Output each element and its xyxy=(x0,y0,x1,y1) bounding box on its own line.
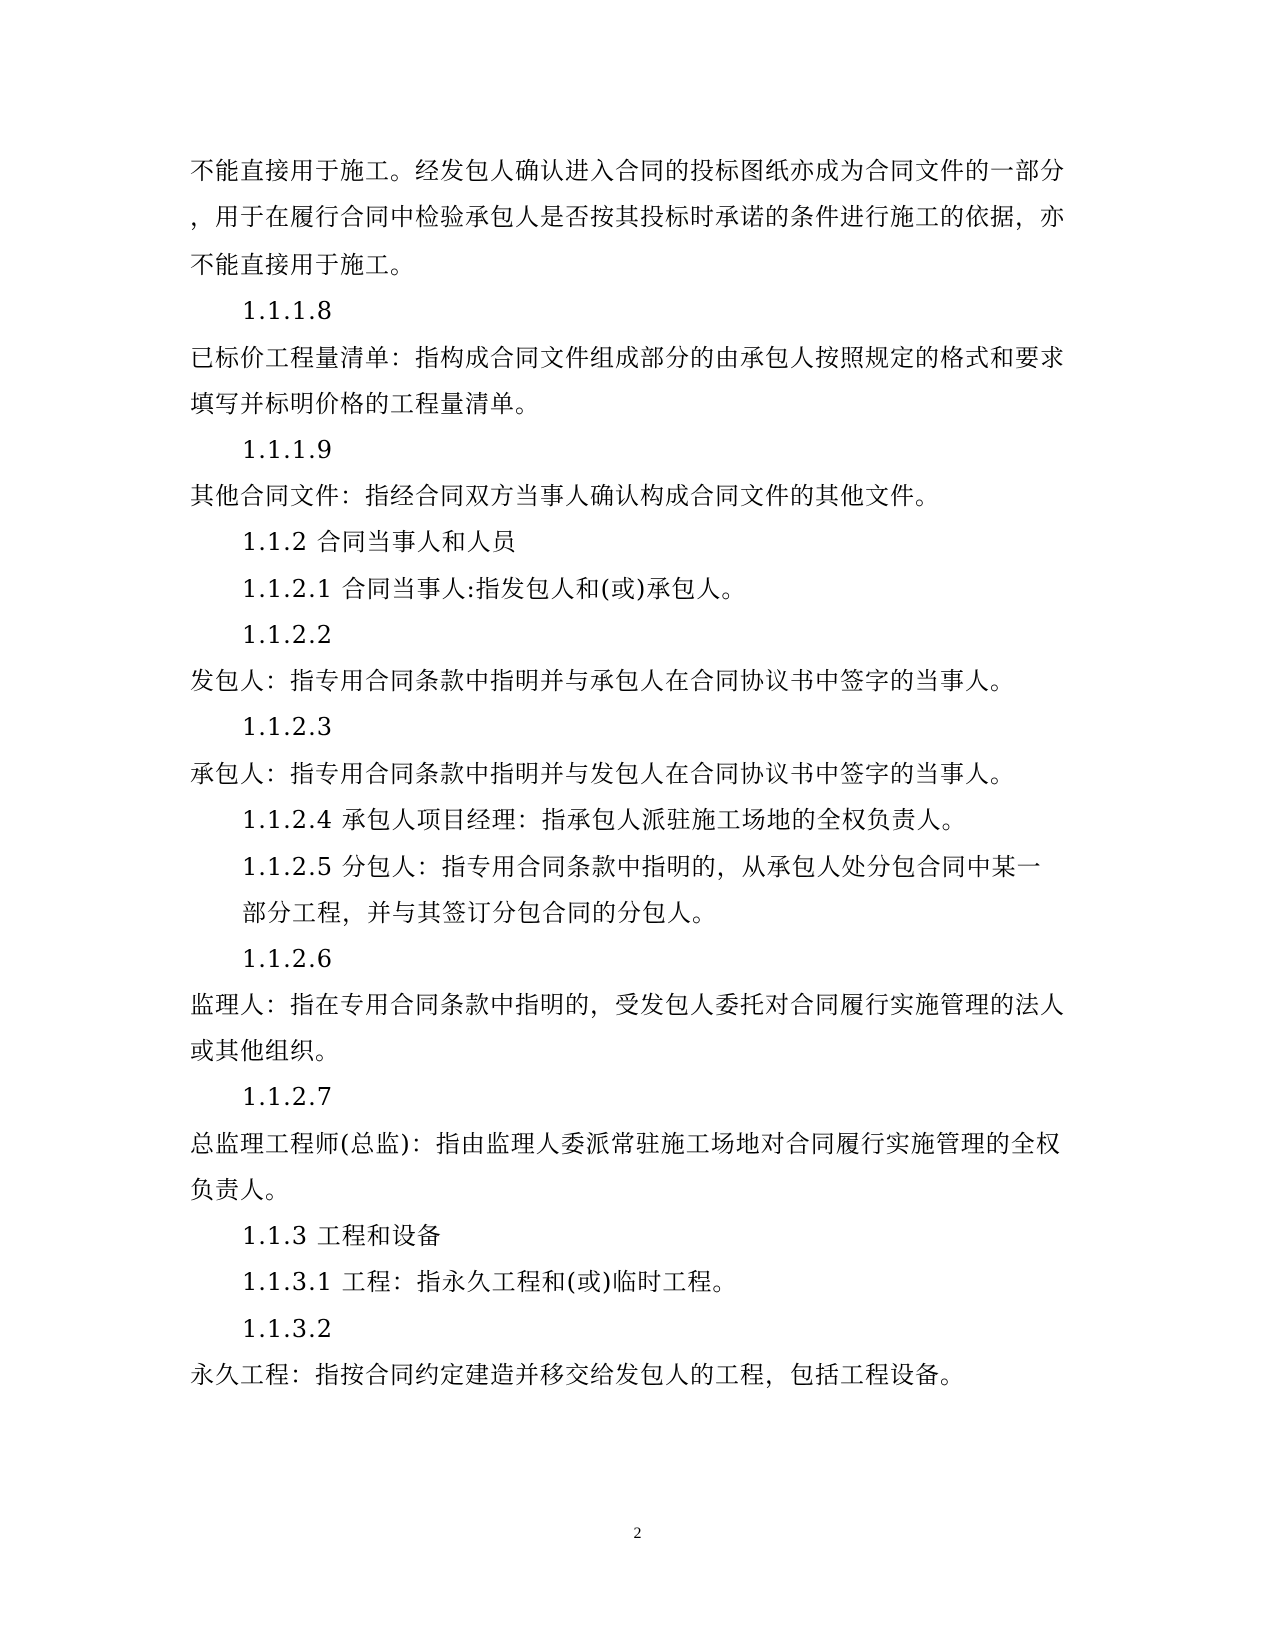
clause-number: 1.1.1.8 xyxy=(242,297,333,325)
section-heading: 1.1.2 合同当事人和人员 xyxy=(242,528,517,556)
body-text-line: 总监理工程师(总监)：指由监理人委派常驻施工场地对合同履行实施管理的全权 xyxy=(190,1130,1061,1158)
body-text-line: 不能直接用于施工。经发包人确认进入合同的投标图纸亦成为合同文件的一部分 xyxy=(190,157,1065,185)
clause-number: 1.1.2.3 xyxy=(242,713,333,741)
body-text-line: 发包人：指专用合同条款中指明并与承包人在合同协议书中签字的当事人。 xyxy=(190,667,1015,695)
clause-line: 1.1.2.1 合同当事人:指发包人和(或)承包人。 xyxy=(242,575,747,603)
clause-line: 1.1.2.5 分包人：指专用合同条款中指明的，从承包人处分包合同中某一 xyxy=(242,853,1042,881)
clause-number: 1.1.3.2 xyxy=(242,1315,333,1343)
body-text-line: 或其他组织。 xyxy=(190,1037,340,1065)
clause-line: 部分工程，并与其签订分包合同的分包人。 xyxy=(242,899,717,927)
clause-number: 1.1.2.6 xyxy=(242,945,333,973)
body-text-line: 已标价工程量清单：指构成合同文件组成部分的由承包人按照规定的格式和要求 xyxy=(190,344,1065,372)
body-text-line: 其他合同文件：指经合同双方当事人确认构成合同文件的其他文件。 xyxy=(190,482,940,510)
clause-line: 1.1.3.1 工程：指永久工程和(或)临时工程。 xyxy=(242,1268,738,1296)
clause-number: 1.1.2.7 xyxy=(242,1083,333,1111)
body-text-line: 不能直接用于施工。 xyxy=(190,251,415,279)
clause-number: 1.1.1.9 xyxy=(242,436,333,464)
body-text-line: 承包人：指专用合同条款中指明并与发包人在合同协议书中签字的当事人。 xyxy=(190,760,1015,788)
body-text-line: 监理人：指在专用合同条款中指明的，受发包人委托对合同履行实施管理的法人 xyxy=(190,991,1065,1019)
body-text-line: 永久工程：指按合同约定建造并移交给发包人的工程，包括工程设备。 xyxy=(190,1361,965,1389)
clause-number: 1.1.2.2 xyxy=(242,621,333,649)
page-number: 2 xyxy=(633,1525,642,1542)
clause-line: 1.1.2.4 承包人项目经理：指承包人派驻施工场地的全权负责人。 xyxy=(242,806,967,834)
section-heading: 1.1.3 工程和设备 xyxy=(242,1222,442,1250)
body-text-line: 填写并标明价格的工程量清单。 xyxy=(190,390,540,418)
body-text-line: ，用于在履行合同中检验承包人是否按其投标时承诺的条件进行施工的依据，亦 xyxy=(190,203,1065,231)
body-text-line: 负责人。 xyxy=(190,1176,290,1204)
